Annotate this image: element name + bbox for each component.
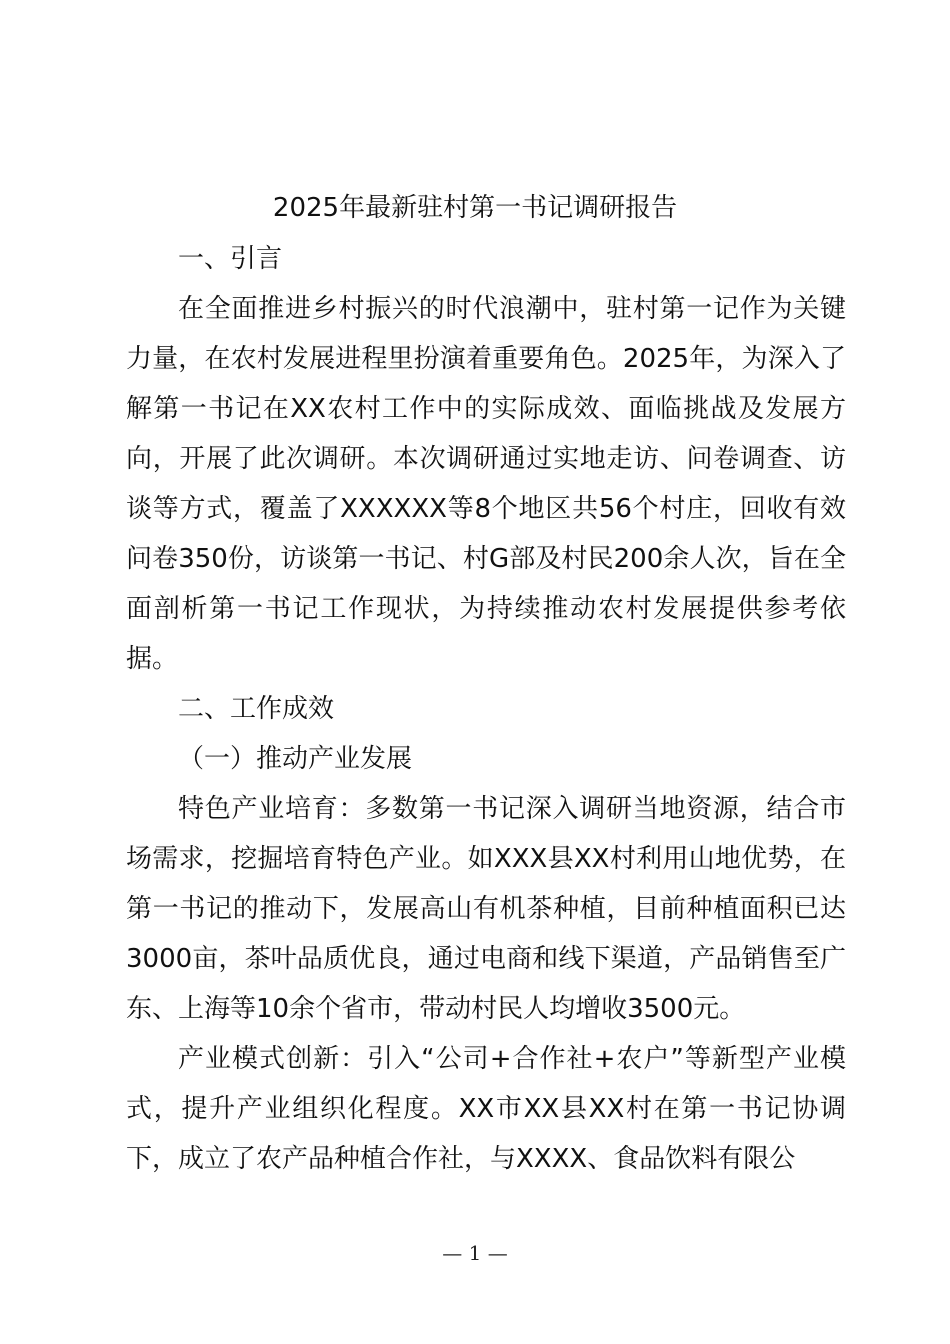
subsection-heading-industry: （一）推动产业发展 <box>178 744 413 774</box>
document-body <box>126 234 846 1184</box>
paragraph-specialty-industry: 特色产业培育：多数第一书记深入调研当地资源，结合市场需求，挖掘培育特色产业。如XXX县XX村利用山地优势，在第一书记的推动下，发展高山有机茶种植，目前种植面积已达3000亩，茶叶品质优良，通过电商和线下渠道，产品销售至广东、上海等10余个省市，带动村民人均增收3500元。 <box>126 794 846 1024</box>
paragraph-industry-model: 产业模式创新：引入“公司+合作社+农户”等新型产业模式，提升产业组织化程度。XX市XX县XX村在第一书记协调下，成立了农产品种植合作社，与XXXX、食品饮料有限公 <box>126 1044 846 1174</box>
paragraph-introduction: 在全面推进乡村振兴的时代浪潮中，驻村第一记作为关键力量，在农村发展进程里扮演着重要角色。2025年，为深入了解第一书记在XX农村工作中的实际成效、面临挑战及发展方向，开展了此次调研。本次调研通过实地走访、问卷调查、访谈等方式，覆盖了XXXXXX等8个地区共56个村庄，回收有效问卷350份，访谈第一书记、村G部及村民200余人次，旨在全面剖析第一书记工作现状，为持续推动农村发展提供参考依据。 <box>126 294 846 674</box>
section-heading-achievements: 二、工作成效 <box>178 694 335 724</box>
document-title: 2025年最新驻村第一书记调研报告 <box>272 193 678 223</box>
section-heading-introduction: 一、引言 <box>178 244 283 274</box>
page-number: — 1 — <box>442 1241 508 1265</box>
